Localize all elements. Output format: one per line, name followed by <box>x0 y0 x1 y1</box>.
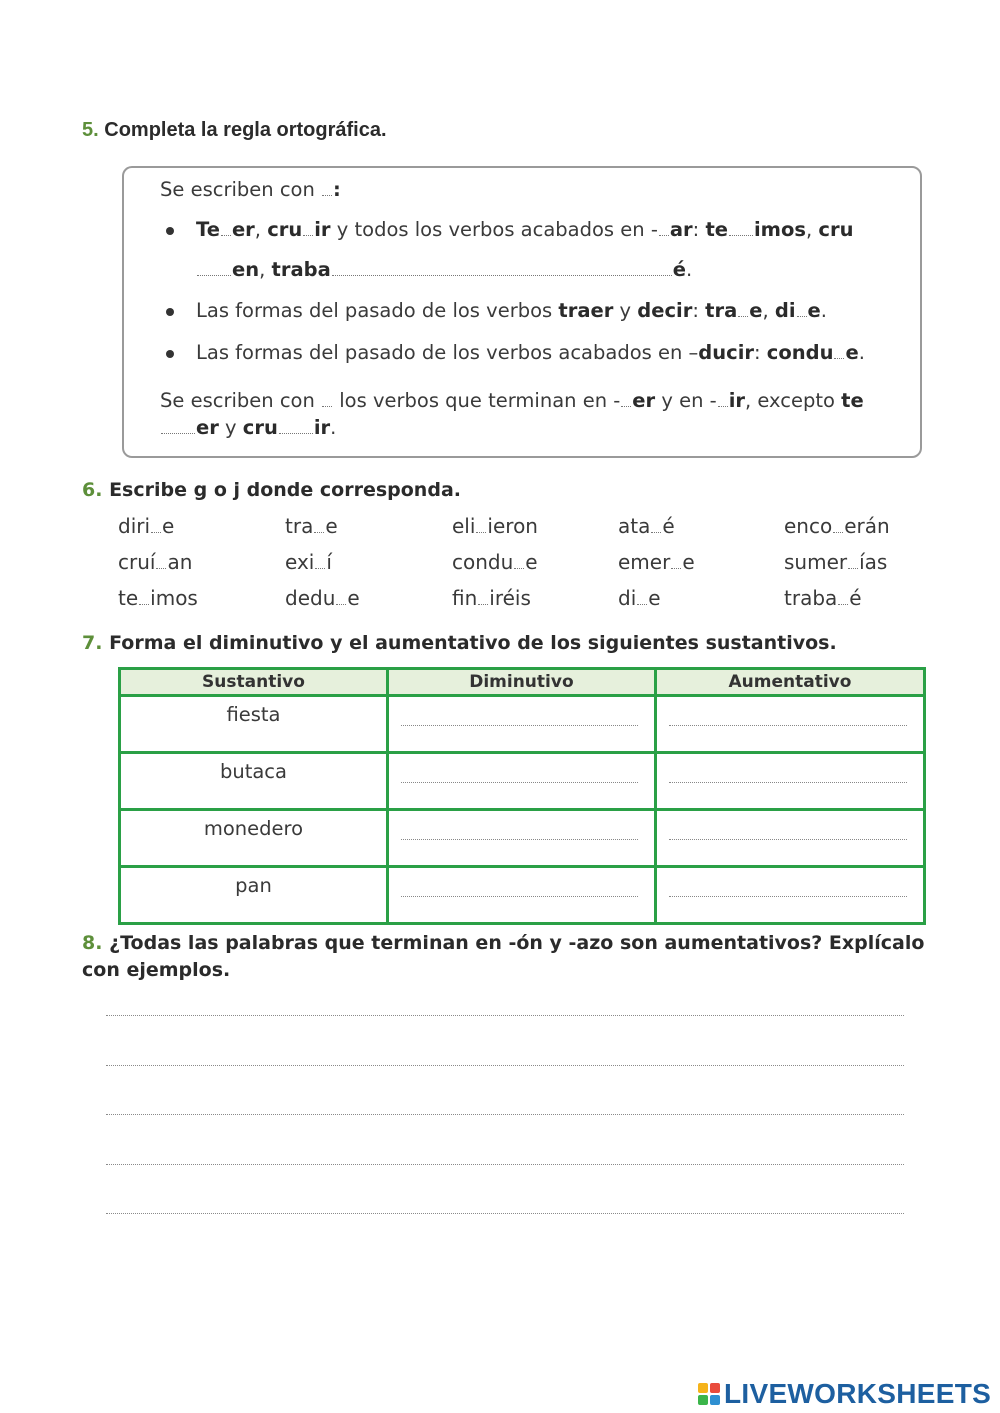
blank-input[interactable] <box>322 181 332 196</box>
question-6-title <box>82 479 461 501</box>
blank-input[interactable] <box>671 554 681 569</box>
logo-square <box>710 1383 720 1393</box>
answer-line[interactable] <box>106 1015 904 1016</box>
augmentative-cell[interactable] <box>655 696 924 753</box>
word-item: enco erán <box>784 514 890 538</box>
blank-input[interactable] <box>161 419 195 434</box>
header-aumentativo: Aumentativo <box>655 669 924 696</box>
blank-input[interactable] <box>332 261 672 276</box>
blank-input[interactable] <box>197 261 231 276</box>
augmentative-cell[interactable] <box>655 753 924 810</box>
answer-line[interactable] <box>401 725 638 726</box>
word-item: cruí an <box>118 550 193 574</box>
blank-input[interactable] <box>738 302 748 317</box>
word-item: exi í <box>285 550 332 574</box>
rule-final-line-cont: er y cru ir. <box>160 416 336 439</box>
header-sustantivo: Sustantivo <box>120 669 388 696</box>
answer-line[interactable] <box>401 896 638 897</box>
rule-final-line: Se escriben con los verbos que terminan en - er y en - ir, excepto te <box>160 389 864 412</box>
bullet-icon <box>166 308 174 316</box>
question-number: 5. <box>82 119 99 141</box>
question-text: Completa la regla ortográfica. <box>104 119 387 141</box>
word-item: di e <box>618 586 661 610</box>
rule-bullet-1: Te er, cru ir y todos los verbos acabados en - ar: te imos, cru <box>196 218 854 241</box>
blank-input[interactable] <box>659 221 669 236</box>
blank-input[interactable] <box>797 302 807 317</box>
blank-input[interactable] <box>139 590 149 605</box>
liveworksheets-logo <box>698 1378 991 1410</box>
question-number: 6. <box>82 479 103 501</box>
blank-input[interactable] <box>834 344 844 359</box>
rule-line-1: Se escriben con : <box>160 178 341 201</box>
diminutive-cell[interactable] <box>387 696 655 753</box>
rule-bullet-1-cont: en, traba é. <box>196 258 692 281</box>
diminutive-table <box>118 667 926 925</box>
word-item: ata é <box>618 514 675 538</box>
logo-square <box>698 1395 708 1405</box>
blank-input[interactable] <box>315 554 325 569</box>
word-item: dedu e <box>285 586 360 610</box>
rule-box <box>122 166 922 458</box>
blank-input[interactable] <box>314 518 324 533</box>
blank-input[interactable] <box>651 518 661 533</box>
blank-input[interactable] <box>476 518 486 533</box>
blank-input[interactable] <box>221 221 231 236</box>
blank-input[interactable] <box>279 419 313 434</box>
word-item: eli ieron <box>452 514 538 538</box>
question-8-title <box>82 930 932 984</box>
word-item: condu e <box>452 550 538 574</box>
blank-input[interactable] <box>729 221 753 236</box>
table-row <box>120 696 925 753</box>
answer-line[interactable] <box>401 782 638 783</box>
word-item: emer e <box>618 550 695 574</box>
word-item: traba é <box>784 586 862 610</box>
answer-line[interactable] <box>106 1164 904 1165</box>
table-header-row <box>120 669 925 696</box>
blank-input[interactable] <box>151 518 161 533</box>
blank-input[interactable] <box>621 392 631 407</box>
word-item: sumer ías <box>784 550 888 574</box>
table-row <box>120 753 925 810</box>
blank-input[interactable] <box>833 518 843 533</box>
blank-input[interactable] <box>478 590 488 605</box>
word-item: fin iréis <box>452 586 531 610</box>
diminutive-cell[interactable] <box>387 753 655 810</box>
question-text: Forma el diminutivo y el aumentativo de los siguientes sustantivos. <box>109 632 837 654</box>
question-text: Escribe g o j donde corresponda. <box>109 479 461 501</box>
word-item: diri e <box>118 514 175 538</box>
blank-input[interactable] <box>514 554 524 569</box>
blank-input[interactable] <box>848 554 858 569</box>
augmentative-cell[interactable] <box>655 867 924 924</box>
blank-input[interactable] <box>156 554 166 569</box>
blank-input[interactable] <box>718 392 728 407</box>
question-number: 7. <box>82 632 103 654</box>
answer-line[interactable] <box>106 1213 904 1214</box>
answer-line[interactable] <box>669 725 907 726</box>
noun-cell: fiesta <box>120 696 388 753</box>
noun-cell: monedero <box>120 810 388 867</box>
rule-bullet-2: Las formas del pasado de los verbos traer y decir: tra e, di e. <box>196 299 827 322</box>
logo-text: LIVEWORKSHEETS <box>724 1378 992 1409</box>
blank-input[interactable] <box>336 590 346 605</box>
blank-input[interactable] <box>637 590 647 605</box>
augmentative-cell[interactable] <box>655 810 924 867</box>
question-number: 8. <box>82 932 103 954</box>
answer-line[interactable] <box>669 782 907 783</box>
rule-bullet-3: Las formas del pasado de los verbos acabados en –ducir: condu e. <box>196 341 865 364</box>
blank-input[interactable] <box>303 221 313 236</box>
diminutive-cell[interactable] <box>387 810 655 867</box>
noun-cell: pan <box>120 867 388 924</box>
bullet-icon <box>166 350 174 358</box>
bullet-icon <box>166 227 174 235</box>
logo-icon <box>698 1383 720 1405</box>
table-row <box>120 810 925 867</box>
word-item: tra e <box>285 514 338 538</box>
logo-square <box>698 1383 708 1393</box>
question-5-title <box>82 119 387 142</box>
answer-line[interactable] <box>106 1114 904 1115</box>
word-item: te imos <box>118 586 198 610</box>
answer-line[interactable] <box>669 839 907 840</box>
noun-cell: butaca <box>120 753 388 810</box>
header-diminutivo: Diminutivo <box>387 669 655 696</box>
blank-input[interactable] <box>838 590 848 605</box>
blank-input[interactable] <box>322 392 332 407</box>
answer-line[interactable] <box>401 839 638 840</box>
table-row <box>120 867 925 924</box>
question-text: ¿Todas las palabras que terminan en -ón y -azo son aumentativos? Explícalo con ejemplos. <box>82 932 925 981</box>
answer-line[interactable] <box>106 1065 904 1066</box>
diminutive-cell[interactable] <box>387 867 655 924</box>
logo-square <box>710 1395 720 1405</box>
question-7-title <box>82 632 837 654</box>
answer-line[interactable] <box>669 896 907 897</box>
